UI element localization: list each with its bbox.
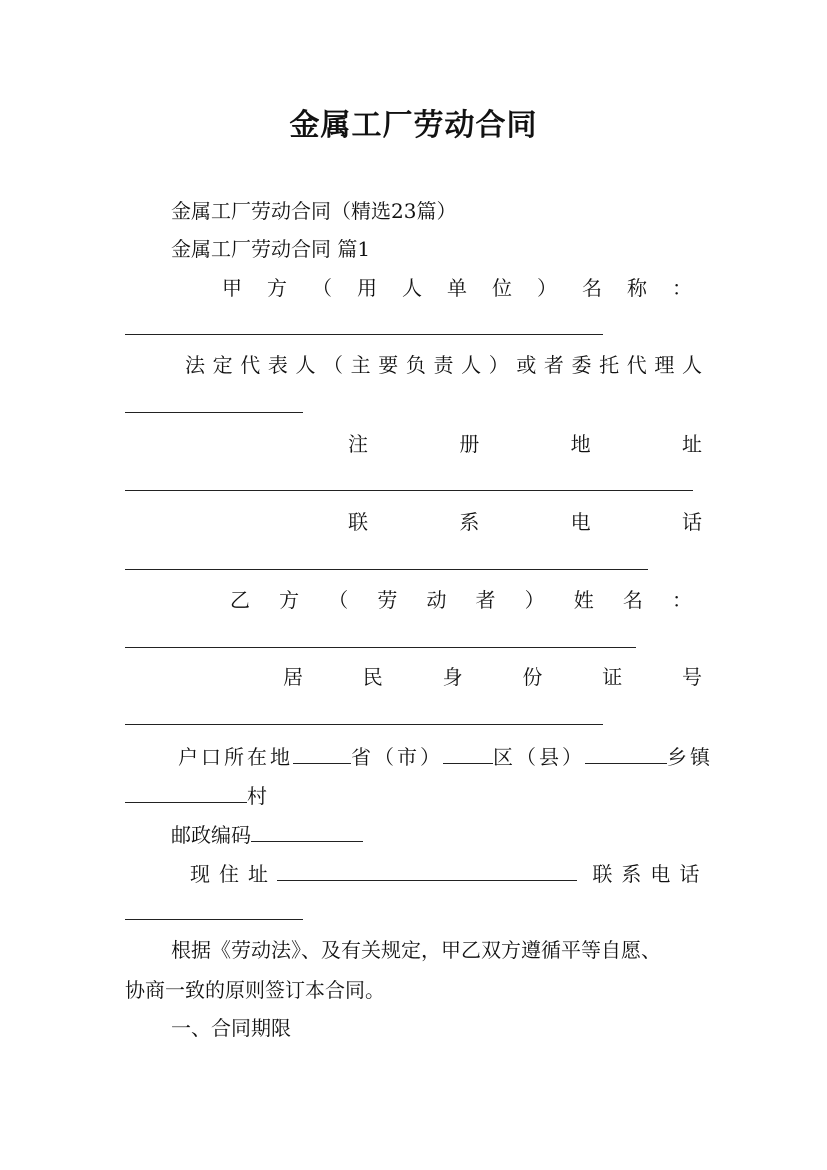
registered-address-blank[interactable] [125,490,693,491]
label-char: 或 [516,353,537,377]
label-char: 者 [475,588,496,612]
label-char: 人 [295,353,316,377]
village-line [125,780,267,810]
legal-representative-blank[interactable] [125,412,303,413]
label-char: ） [524,588,545,612]
label-char: 位 [492,276,512,300]
label-char: 注 [348,432,368,456]
label-char: ） [488,353,509,377]
party-b-phone-blank[interactable] [125,919,303,920]
district-label: 区（县） [493,745,585,769]
label-char: （ [312,276,332,300]
chapter-heading: 金属工厂劳动合同 篇1 [171,237,371,261]
party-b-name-label [230,586,692,614]
document-subtitle: 金属工厂劳动合同（精选23篇） [171,199,457,223]
label-char: 甲 [222,276,242,300]
label-char: 居 [283,665,303,689]
label-char: 理 [654,353,675,377]
label-char: 姓 [573,588,594,612]
label-char: 代 [240,353,261,377]
label-char: 地 [570,432,591,456]
label-char: ： [671,588,692,612]
label-char: 身 [442,665,463,689]
village-blank[interactable] [125,780,247,803]
current-address-label: 现住址 [190,862,277,886]
label-char: 份 [522,665,543,689]
label-char: 联 [348,510,368,534]
label-char: 责 [433,353,454,377]
hukou-label: 户口所在地 [178,745,293,769]
label-char: 人 [402,276,422,300]
province-label: 省（市） [351,745,443,769]
label-char: 号 [681,665,702,689]
postcode-label: 邮政编码 [171,823,251,847]
label-char: 乙 [230,588,250,612]
party-b-phone-label: 联系电话 [592,862,709,886]
label-char: 名 [582,276,602,300]
postcode-line [171,819,363,849]
registered-address-label [348,430,702,458]
label-char: 劳 [377,588,398,612]
label-char: 动 [426,588,447,612]
label-char: 者 [543,353,564,377]
label-char: 方 [279,588,300,612]
label-char: 址 [681,432,702,456]
label-char: 单 [447,276,467,300]
label-char: 称 [627,276,647,300]
label-char: 电 [570,510,591,534]
legal-representative-label [185,351,702,379]
current-address-line [190,858,708,888]
label-char: 人 [681,353,702,377]
label-char: 托 [599,353,620,377]
label-char: 表 [267,353,288,377]
label-char: 方 [267,276,287,300]
party-a-phone-blank[interactable] [125,569,648,570]
party-a-name-blank[interactable] [125,334,603,335]
label-char: 代 [626,353,647,377]
hukou-line [178,741,713,771]
id-number-label [283,663,702,691]
document-title: 金属工厂劳动合同 [289,108,538,143]
label-char: 定 [212,353,233,377]
label-char: 负 [405,353,426,377]
label-char: 用 [357,276,377,300]
town-label: 乡镇 [667,745,713,769]
town-blank[interactable] [585,741,667,764]
label-char: ） [537,276,557,300]
paragraph-1-line-1: 根据《劳动法》、及有关规定，甲乙双方遵循平等自愿、 [171,938,661,962]
label-char: 委 [571,353,592,377]
paragraph-1-line-2: 协商一致的原则签订本合同。 [125,978,385,1002]
label-char: （ [323,353,344,377]
label-char: 话 [681,510,702,534]
label-char: 民 [362,665,383,689]
label-char: 主 [350,353,371,377]
party-a-name-label [222,274,692,302]
label-char: 人 [461,353,482,377]
label-char: 要 [378,353,399,377]
label-char: 证 [602,665,623,689]
label-char: 名 [622,588,643,612]
current-address-blank[interactable] [277,858,577,881]
label-char: 法 [185,353,205,377]
id-number-blank[interactable] [125,724,603,725]
party-a-phone-label [348,508,702,536]
party-b-name-blank[interactable] [125,647,636,648]
label-char: ： [672,276,692,300]
label-char: 系 [459,510,480,534]
province-blank[interactable] [293,741,351,764]
label-char: （ [328,588,349,612]
section-1-heading: 一、合同期限 [171,1016,291,1040]
village-label: 村 [247,784,267,808]
postcode-blank[interactable] [251,819,363,842]
label-char: 册 [459,432,480,456]
district-blank[interactable] [443,741,493,764]
